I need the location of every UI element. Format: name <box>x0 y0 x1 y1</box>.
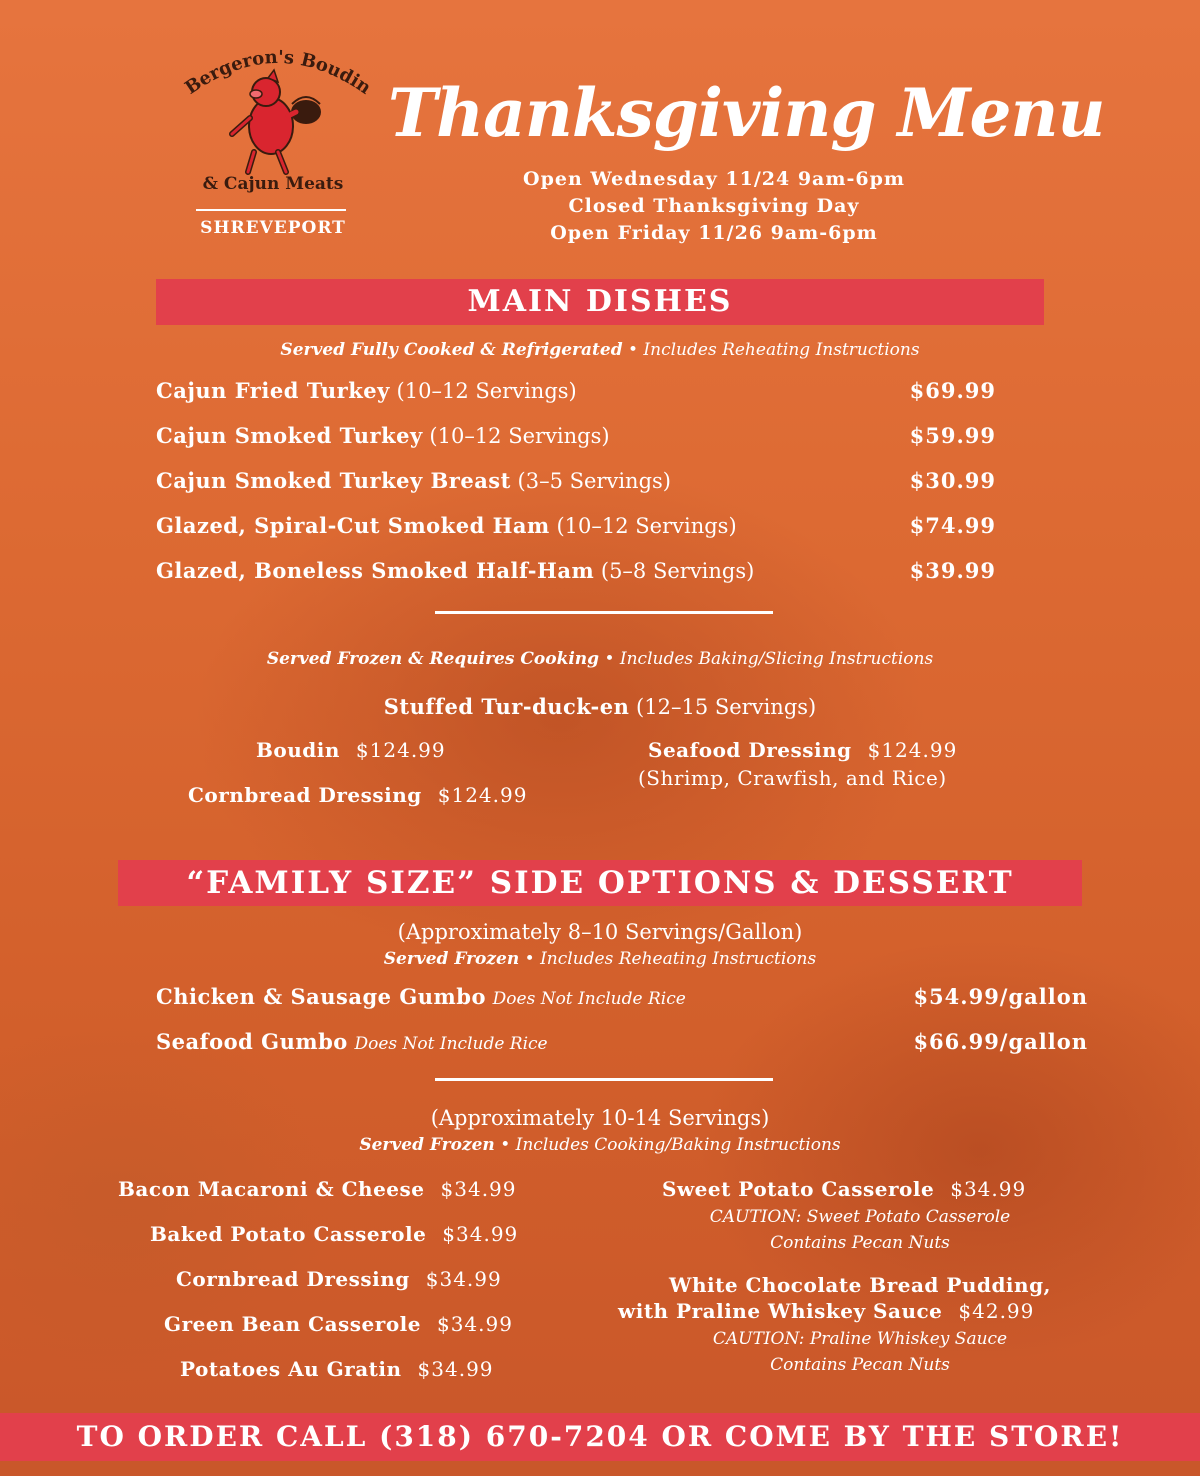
sweet-potato-casserole: Sweet Potato Casserole $34.99 <box>662 1177 1027 1201</box>
menu-item-row: Glazed, Spiral-Cut Smoked Ham (10–12 Servings) $74.99 <box>156 513 996 538</box>
hours-wednesday: Open Wednesday 11/24 9am-6pm <box>523 168 905 190</box>
gumbo-row: Chicken & Sausage Gumbo Does Not Include Rice $54.99/gallon <box>156 984 1088 1009</box>
stuffing-cornbread: Cornbread Dressing $124.99 <box>188 783 528 807</box>
section-divider <box>435 1078 773 1081</box>
logo-divider <box>196 209 346 211</box>
seafood-dressing-detail: (Shrimp, Crawfish, and Rice) <box>638 766 947 790</box>
logo-subtitle: & Cajun Meats <box>202 174 344 194</box>
pudding-caution-nuts: Contains Pecan Nuts <box>770 1355 950 1375</box>
menu-item-row: Cajun Smoked Turkey (10–12 Servings) $59.99 <box>156 423 996 448</box>
stuffing-boudin: Boudin $124.99 <box>256 738 446 762</box>
sides-note: Served Frozen • Includes Cooking/Baking Instructions <box>359 1135 841 1155</box>
pudding-caution: CAUTION: Praline Whiskey Sauce <box>712 1329 1008 1349</box>
bread-pudding-title: White Chocolate Bread Pudding, <box>668 1273 1052 1297</box>
main-dishes-banner: MAIN DISHES <box>156 279 1044 325</box>
order-footer-banner: TO ORDER CALL (318) 670-7204 OR COME BY THE STORE! <box>0 1413 1200 1461</box>
side-item: Cornbread Dressing $34.99 <box>176 1267 502 1291</box>
sweet-potato-caution: CAUTION: Sweet Potato Casserole <box>709 1207 1011 1227</box>
hours-thanksgiving: Closed Thanksgiving Day <box>568 195 860 217</box>
side-item: Baked Potato Casserole $34.99 <box>150 1222 519 1246</box>
frozen-note: Served Frozen & Requires Cooking • Includes Baking/Slicing Instructions <box>266 649 934 669</box>
hours-friday: Open Friday 11/26 9am-6pm <box>550 222 878 244</box>
menu-item-row: Cajun Fried Turkey (10–12 Servings) $69.99 <box>156 378 996 403</box>
turducken-heading: Stuffed Tur-duck-en (12–15 Servings) <box>383 694 817 719</box>
side-item: Green Bean Casserole $34.99 <box>164 1312 513 1336</box>
bread-pudding-sauce: with Praline Whiskey Sauce $42.99 <box>618 1299 1035 1323</box>
menu-item-row: Cajun Smoked Turkey Breast (3–5 Servings) $30.99 <box>156 468 996 493</box>
page-title: Thanksgiving Menu <box>388 74 1105 152</box>
logo-city: SHREVEPORT <box>200 218 346 238</box>
side-item: Bacon Macaroni & Cheese $34.99 <box>118 1177 517 1201</box>
family-size-banner: “FAMILY SIZE” SIDE OPTIONS & DESSERT <box>118 860 1082 906</box>
gumbo-row: Seafood Gumbo Does Not Include Rice $66.99/gallon <box>156 1029 1088 1054</box>
gumbo-servings: (Approximately 8–10 Servings/Gallon) <box>397 920 803 944</box>
sweet-potato-caution-nuts: Contains Pecan Nuts <box>770 1233 950 1253</box>
sides-servings: (Approximately 10-14 Servings) <box>430 1106 770 1130</box>
pig-mascot-icon <box>226 68 326 178</box>
side-item: Potatoes Au Gratin $34.99 <box>180 1357 494 1381</box>
menu-item-row: Glazed, Boneless Smoked Half-Ham (5–8 Servings) $39.99 <box>156 558 996 583</box>
gumbo-note: Served Frozen • Includes Reheating Instructions <box>383 949 817 969</box>
main-note: Served Fully Cooked & Refrigerated • Includes Reheating Instructions <box>280 340 920 360</box>
section-divider <box>435 611 773 614</box>
brand-logo <box>178 40 378 250</box>
logo-name: Bergeron's Boudin <box>181 46 375 99</box>
stuffing-seafood: Seafood Dressing $124.99 <box>648 738 958 762</box>
